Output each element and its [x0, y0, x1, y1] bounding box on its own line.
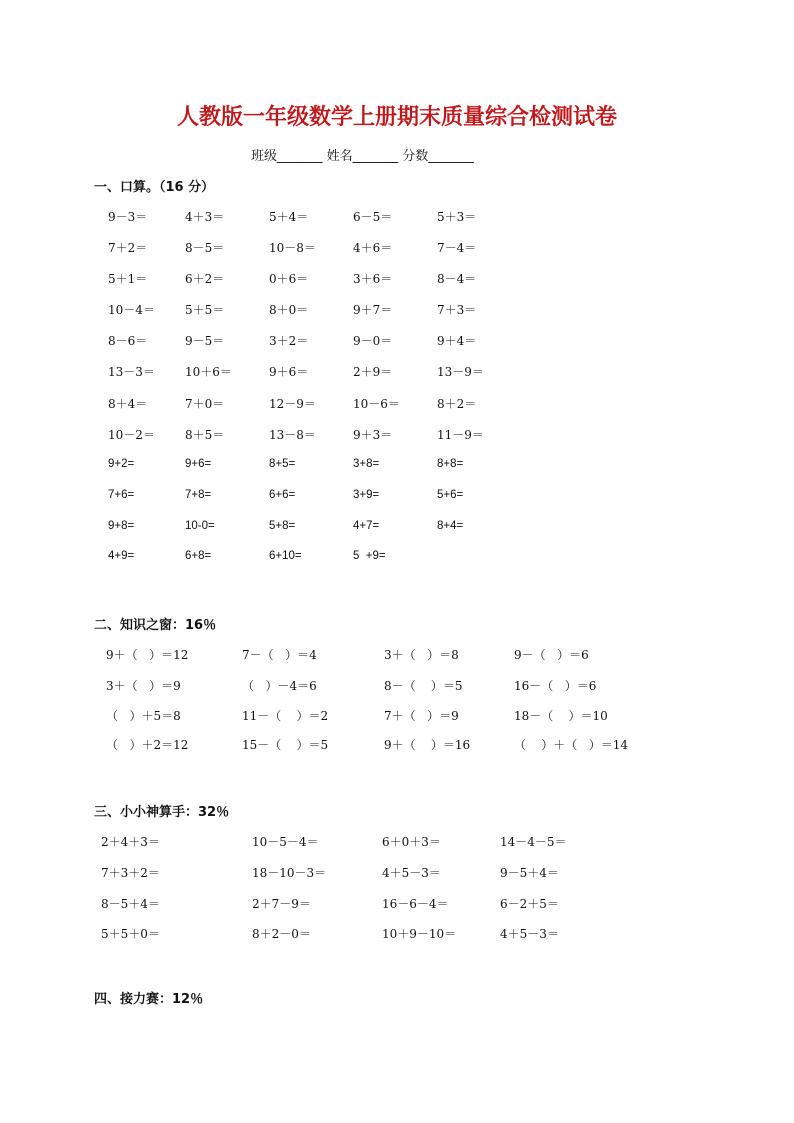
- mental-math-item-r4-c1: 10－4＝: [108, 303, 155, 317]
- mental-math-item-r5-c4: 9－0＝: [353, 334, 393, 348]
- mental-math-item-r7-c5: 8＋2＝: [437, 397, 477, 411]
- mental-math-item-r8-c2: 8＋5＝: [185, 428, 225, 442]
- mental-math-item-r2-c5: 7－4＝: [437, 241, 477, 255]
- mental-math-item-r2-c4: 4＋6＝: [353, 241, 393, 255]
- fill-blank-item-r4-c2: 15－（ ）＝5: [242, 738, 329, 752]
- fill-blank-item-r1-c2: 7－（ ）＝4: [242, 648, 317, 662]
- mental-math-item-r9-c5: 8+8=: [437, 458, 464, 470]
- mental-math-item-r3-c2: 6＋2＝: [185, 272, 225, 286]
- mental-math-item-r10-c2: 7+8=: [185, 489, 212, 501]
- section-2-heading: 二、知识之窗：16％: [94, 618, 217, 633]
- mental-math-item-r6-c4: 2＋9＝: [353, 365, 393, 379]
- mental-math-item-r6-c1: 13－3＝: [108, 365, 155, 379]
- mental-math-item-r8-c3: 13－8＝: [269, 428, 316, 442]
- mental-math-item-r4-c4: 9＋7＝: [353, 303, 393, 317]
- section-3-heading: 三、小小神算手：32％: [94, 805, 230, 820]
- mental-math-item-r7-c3: 12－9＝: [269, 397, 316, 411]
- mental-math-item-r3-c3: 0＋6＝: [269, 272, 309, 286]
- mental-math-item-r2-c2: 8－5＝: [185, 241, 225, 255]
- mixed-calc-item-r4-c4: 4＋5－3＝: [500, 927, 559, 941]
- mixed-calc-item-r1-c2: 10－5－4＝: [252, 835, 319, 849]
- mental-math-item-r5-c5: 9＋4＝: [437, 334, 477, 348]
- mental-math-item-r12-c3: 6+10=: [269, 550, 302, 562]
- mental-math-item-r12-c1: 4+9=: [108, 550, 135, 562]
- fill-blank-item-r3-c1: （ ）＋5＝8: [106, 709, 181, 723]
- mixed-calc-item-r2-c4: 9－5＋4＝: [500, 866, 559, 880]
- mental-math-item-r9-c1: 9+2=: [108, 458, 135, 470]
- mental-math-item-r7-c4: 10－6＝: [353, 397, 400, 411]
- mixed-calc-item-r4-c3: 10＋9－10＝: [382, 927, 457, 941]
- mental-math-item-r2-c1: 7＋2＝: [108, 241, 148, 255]
- mental-math-item-r4-c5: 7＋3＝: [437, 303, 477, 317]
- mental-math-item-r6-c5: 13－9＝: [437, 365, 484, 379]
- mixed-calc-item-r2-c3: 4＋5－3＝: [382, 866, 441, 880]
- fill-blank-item-r3-c2: 11－（ ）＝2: [242, 709, 329, 723]
- mental-math-item-r7-c1: 8＋4＝: [108, 397, 148, 411]
- mixed-calc-item-r1-c4: 14－4－5＝: [500, 835, 567, 849]
- mental-math-item-r1-c2: 4＋3＝: [185, 210, 225, 224]
- mental-math-item-r10-c3: 6+6=: [269, 489, 296, 501]
- fill-blank-item-r3-c3: 7＋（ ）＝9: [384, 709, 459, 723]
- fill-blank-item-r2-c4: 16－（ ）＝6: [514, 679, 597, 693]
- fill-blank-item-r4-c4: （ ）＋（ ）＝14: [514, 738, 628, 752]
- mental-math-item-r10-c4: 3+9=: [353, 489, 380, 501]
- mental-math-item-r9-c3: 8+5=: [269, 458, 296, 470]
- mental-math-item-r11-c5: 8+4=: [437, 520, 464, 532]
- mental-math-item-r8-c4: 9＋3＝: [353, 428, 393, 442]
- fill-blank-item-r3-c4: 18－（ ）＝10: [514, 709, 608, 723]
- section-1-heading: 一、口算。（16 分）: [94, 180, 215, 195]
- fill-blank-item-r2-c2: （ ）－4＝6: [242, 679, 317, 693]
- mixed-calc-item-r4-c1: 5＋5＋0＝: [101, 927, 160, 941]
- mental-math-item-r11-c3: 5+8=: [269, 520, 296, 532]
- mental-math-item-r1-c5: 5＋3＝: [437, 210, 477, 224]
- mental-math-item-r3-c1: 5＋1＝: [108, 272, 148, 286]
- mixed-calc-item-r3-c4: 6－2＋5＝: [500, 897, 559, 911]
- fill-blank-item-r2-c3: 8－（ ）＝5: [384, 679, 463, 693]
- mental-math-item-r11-c2: 10-0=: [185, 520, 215, 532]
- mental-math-item-r12-c4: 5 +9=: [353, 550, 386, 562]
- mixed-calc-item-r1-c3: 6＋0＋3＝: [382, 835, 441, 849]
- mental-math-item-r11-c1: 9+8=: [108, 520, 135, 532]
- mental-math-item-r4-c3: 8＋0＝: [269, 303, 309, 317]
- mental-math-item-r12-c2: 6+8=: [185, 550, 212, 562]
- mixed-calc-item-r3-c3: 16－6－4＝: [382, 897, 449, 911]
- mental-math-item-r7-c2: 7＋0＝: [185, 397, 225, 411]
- mental-math-item-r1-c1: 9－3＝: [108, 210, 148, 224]
- section-4-heading: 四、接力赛：12％: [94, 992, 204, 1007]
- mental-math-item-r8-c1: 10－2＝: [108, 428, 155, 442]
- mental-math-item-r6-c3: 9＋6＝: [269, 365, 309, 379]
- fill-blank-item-r2-c1: 3＋（ ）＝9: [106, 679, 181, 693]
- mental-math-item-r1-c3: 5＋4＝: [269, 210, 309, 224]
- mental-math-item-r8-c5: 11－9＝: [437, 428, 484, 442]
- mixed-calc-item-r3-c2: 2＋7－9＝: [252, 897, 311, 911]
- mental-math-item-r10-c1: 7+6=: [108, 489, 135, 501]
- mental-math-item-r5-c3: 3＋2＝: [269, 334, 309, 348]
- mental-math-item-r3-c4: 3＋6＝: [353, 272, 393, 286]
- mixed-calc-item-r1-c1: 2＋4＋3＝: [101, 835, 160, 849]
- page-title: 人教版一年级数学上册期末质量综合检测试卷: [176, 105, 617, 130]
- fill-blank-item-r1-c4: 9－（ ）＝6: [514, 648, 589, 662]
- mental-math-item-r6-c2: 10＋6＝: [185, 365, 232, 379]
- mixed-calc-item-r2-c1: 7＋3＋2＝: [101, 866, 160, 880]
- fill-blank-item-r4-c1: （ ）＋2＝12: [106, 738, 189, 752]
- mixed-calc-item-r4-c2: 8＋2－0＝: [252, 927, 311, 941]
- mental-math-item-r1-c4: 6－5＝: [353, 210, 393, 224]
- mixed-calc-item-r2-c2: 18－10－3＝: [252, 866, 327, 880]
- mixed-calc-item-r3-c1: 8－5＋4＝: [101, 897, 160, 911]
- mental-math-item-r2-c3: 10－8＝: [269, 241, 316, 255]
- mental-math-item-r5-c1: 8－6＝: [108, 334, 148, 348]
- fill-blank-item-r4-c3: 9＋（ ）＝16: [384, 738, 471, 752]
- mental-math-item-r3-c5: 8－4＝: [437, 272, 477, 286]
- mental-math-item-r9-c2: 9+6=: [185, 458, 212, 470]
- fill-blank-item-r1-c1: 9＋（ ）＝12: [106, 648, 189, 662]
- student-info-line: 班级_______ 姓名_______ 分数_______: [251, 149, 474, 164]
- mental-math-item-r5-c2: 9－5＝: [185, 334, 225, 348]
- mental-math-item-r11-c4: 4+7=: [353, 520, 380, 532]
- mental-math-item-r4-c2: 5＋5＝: [185, 303, 225, 317]
- mental-math-item-r9-c4: 3+8=: [353, 458, 380, 470]
- fill-blank-item-r1-c3: 3＋（ ）＝8: [384, 648, 459, 662]
- mental-math-item-r10-c5: 5+6=: [437, 489, 464, 501]
